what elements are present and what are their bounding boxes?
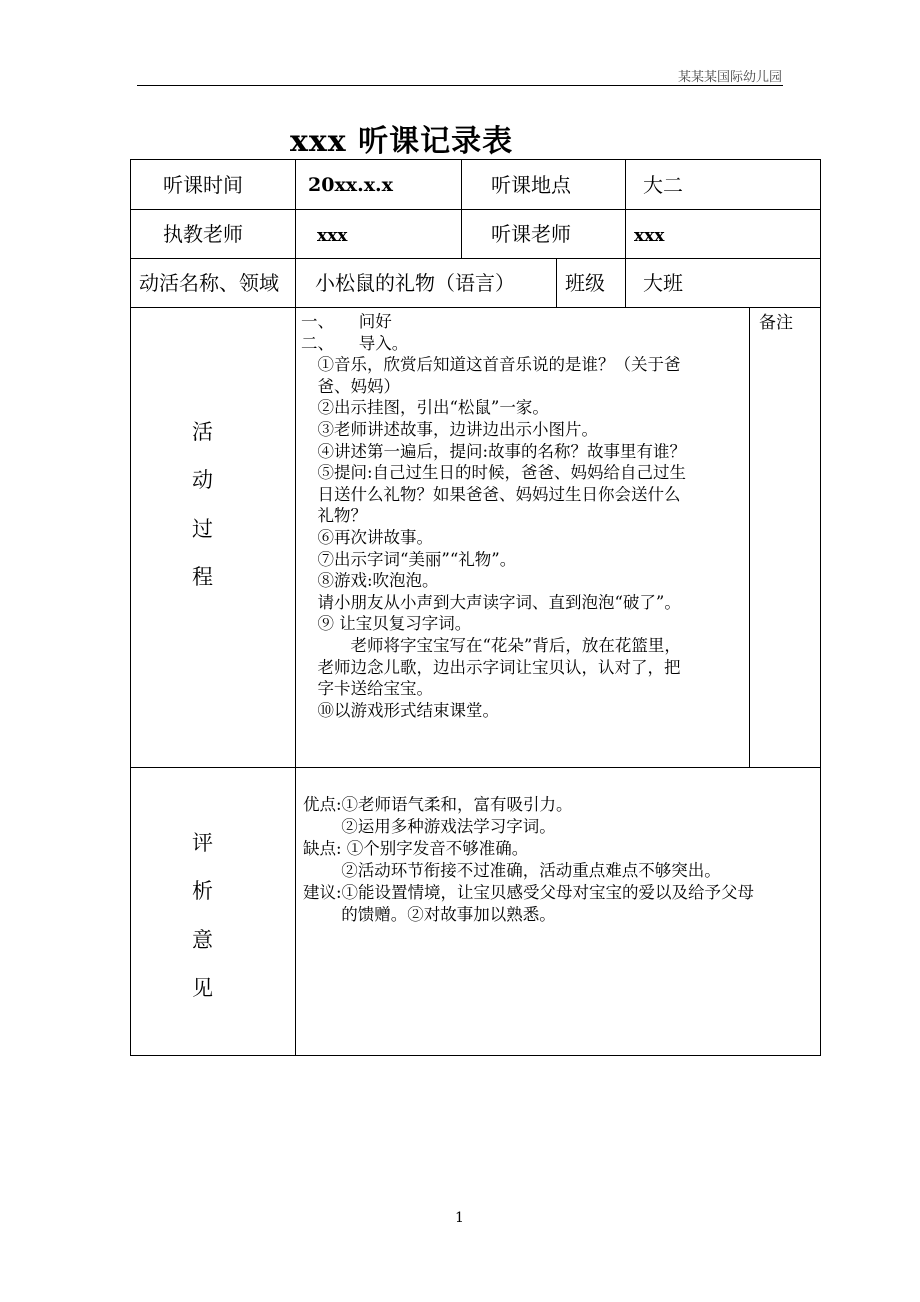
column-divider	[625, 160, 626, 258]
row-divider	[131, 209, 820, 210]
process-line: 请小朋友从小声到大声读字词、直到泡泡“破了”。	[301, 592, 681, 612]
record-table	[130, 159, 821, 1056]
process-label-char: 活	[192, 420, 213, 444]
time-value: 20xx.x.x	[308, 174, 393, 196]
column-divider	[461, 160, 462, 258]
process-line: ⑥再次讲故事。	[301, 527, 433, 547]
process-line: 老师边念儿歌，边出示字词让宝贝认，认对了，把	[301, 657, 681, 677]
process-line: ②出示挂图，引出“松鼠”一家。	[301, 398, 549, 418]
process-line: ⑤提问:自己过生日的时候，爸爸、妈妈给自己过生	[301, 463, 687, 483]
remarks-label: 备注	[759, 313, 793, 333]
page-number: 1	[455, 1210, 464, 1226]
evaluation-label-char: 评	[192, 831, 213, 855]
process-line: 爸、妈妈）	[301, 376, 400, 396]
process-line: 日送什么礼物？如果爸爸、妈妈过生日你会送什么	[301, 484, 681, 504]
teacher-value: xxx	[317, 226, 348, 246]
place-value: 大二	[643, 173, 683, 197]
page-title: xxx 听课记录表	[290, 124, 514, 159]
process-line: 礼物？	[301, 506, 367, 526]
evaluation-content	[303, 794, 823, 926]
column-divider	[625, 258, 626, 307]
header-rule	[137, 85, 783, 86]
evaluation-line: ②运用多种游戏法学习字词。	[303, 817, 556, 836]
evaluation-label-char: 见	[192, 976, 213, 1000]
process-label-char: 程	[192, 565, 213, 589]
process-label-char: 过	[192, 517, 213, 541]
place-label: 听课地点	[491, 173, 571, 197]
process-line: ⑩以游戏形式结束课堂。	[301, 700, 499, 720]
evaluation-line: 缺点: ①个别字发音不够准确。	[303, 839, 529, 858]
evaluation-line: 的馈赠。②对故事加以熟悉。	[303, 905, 556, 924]
observer-value: xxx	[634, 226, 665, 246]
process-line: ③老师讲述故事，边讲边出示小图片。	[301, 419, 598, 439]
process-line: 一、 问好	[301, 312, 392, 331]
process-line: ⑨ 让宝贝复习字词。	[301, 614, 472, 634]
process-content	[301, 311, 756, 721]
process-label-char: 动	[192, 468, 213, 492]
process-line: 字卡送给宝宝。	[301, 679, 433, 699]
column-divider	[556, 258, 557, 307]
evaluation-line: ②活动环节衔接不过准确，活动重点难点不够突出。	[303, 861, 721, 880]
activity-value: 小松鼠的礼物（语言）	[315, 271, 515, 295]
evaluation-label-char: 析	[192, 879, 213, 903]
school-name-header: 某某某国际幼儿园	[677, 70, 782, 85]
evaluation-line: 优点:①老师语气柔和，富有吸引力。	[303, 795, 573, 814]
teacher-label: 执教老师	[163, 222, 243, 246]
process-line: ⑦出示字词“美丽”“礼物”。	[301, 549, 517, 569]
evaluation-line: 建议:①能设置情境，让宝贝感受父母对宝宝的爱以及给予父母	[303, 883, 755, 902]
class-value: 大班	[643, 271, 683, 295]
observer-label: 听课老师	[491, 222, 571, 246]
process-line: ①音乐，欣赏后知道这首音乐说的是谁？（关于爸	[301, 355, 681, 375]
row-divider	[131, 767, 820, 768]
activity-label: 动活名称、领域	[139, 271, 279, 295]
time-label: 听课时间	[163, 173, 243, 197]
process-line: ④讲述第一遍后，提问:故事的名称？故事里有谁？	[301, 441, 687, 461]
row-divider	[131, 307, 820, 308]
row-divider	[131, 258, 820, 259]
class-label: 班级	[565, 271, 605, 295]
process-line: ⑧游戏:吹泡泡。	[301, 571, 439, 591]
process-line: 二、 导入。	[301, 333, 409, 353]
process-line: 老师将字宝宝写在“花朵”背后，放在花篮里，	[301, 635, 681, 655]
column-divider	[295, 160, 296, 1056]
evaluation-label-char: 意	[192, 928, 213, 952]
